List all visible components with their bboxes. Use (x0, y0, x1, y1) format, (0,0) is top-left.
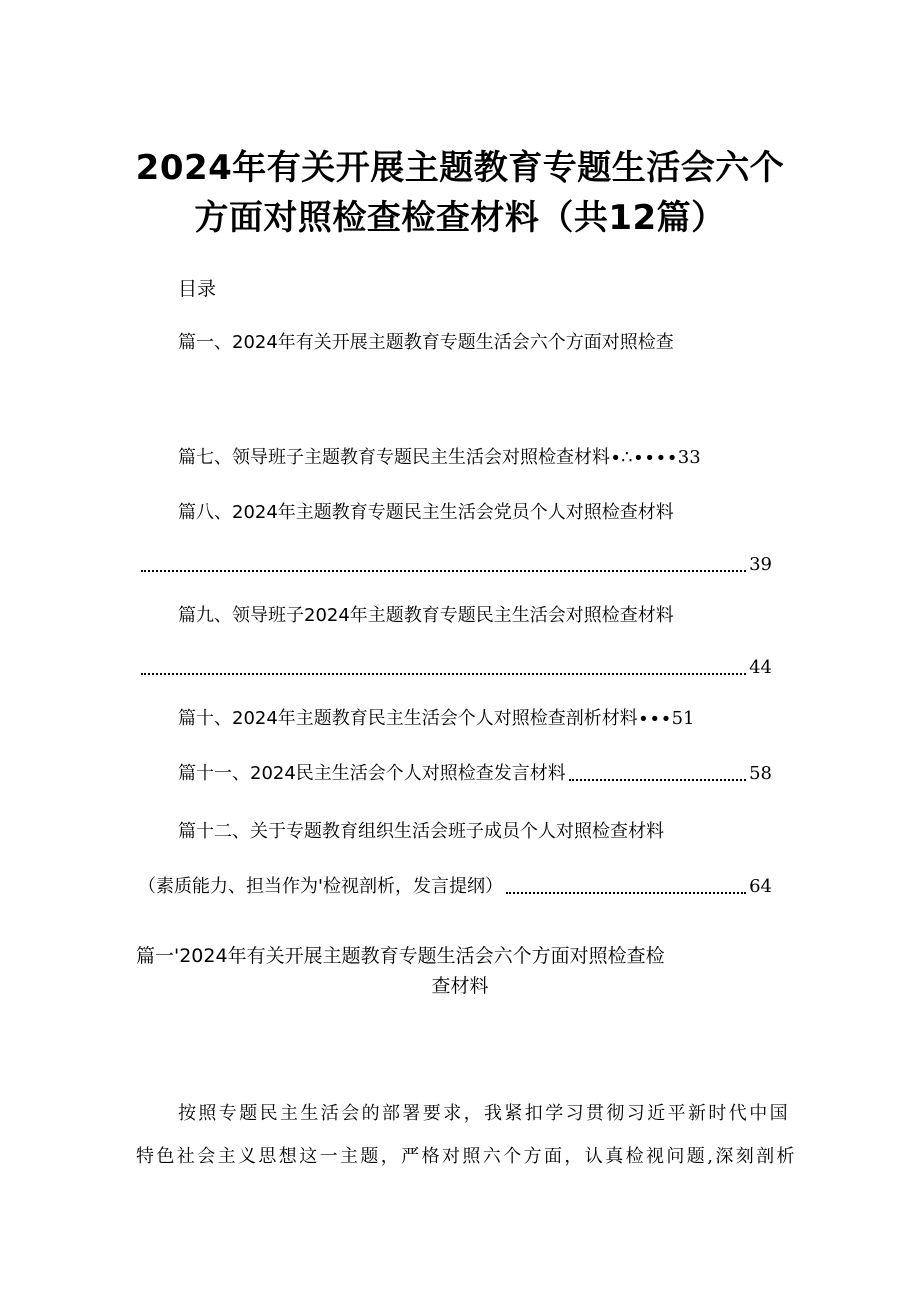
body-paragraph-line-2: 特色社会主义思想这一主题，严格对照六个方面，认真检视问题,深刻剖析 (136, 1146, 797, 1167)
section-title-line-2: 查材料 (431, 975, 489, 997)
dot-leader (141, 569, 746, 572)
toc-item-continuation-label: （素质能力、担当作为'检视剖析，发言提纲） (138, 876, 503, 897)
toc-item-7[interactable] (178, 446, 701, 470)
toc-item-page: 51 (671, 708, 695, 729)
toc-item-page: 39 (749, 554, 772, 575)
toc-item-12[interactable]: 篇十二、关于专题教育组织生活会班子成员个人对照检查材料 (178, 821, 664, 842)
toc-item-label: 篇十一、2024民主生活会个人对照检查发言材料 (178, 763, 566, 784)
dot-leader (506, 891, 746, 894)
toc-item-12-continuation (138, 875, 772, 899)
toc-item-label: 篇十、2024年主题教育民主生活会个人对照检查剖析材料∙∙∙ (178, 708, 672, 729)
dot-leader (141, 672, 746, 675)
toc-heading: 目录 (178, 278, 217, 300)
section-title-line-1: 篇一'2024年有关开展主题教育专题生活会六个方面对照检查检 (136, 945, 665, 967)
toc-item-10[interactable] (178, 707, 695, 731)
toc-item-page: 44 (749, 657, 772, 678)
toc-item-8[interactable]: 篇八、2024年主题教育专题民主生活会党员个人对照检查材料 (178, 502, 674, 523)
dot-leader (569, 778, 746, 781)
toc-item-9-leader-row (138, 656, 772, 680)
document-title-line-1: 2024年有关开展主题教育专题生活会六个 (135, 148, 785, 188)
toc-item-page: 33 (677, 447, 701, 468)
toc-item-label: 篇七、领导班子主题教育专题民主生活会对照检查材料∙∴∙∙∙∙ (178, 447, 678, 468)
toc-item-11[interactable] (178, 762, 772, 786)
toc-item-page: 58 (749, 763, 772, 784)
toc-item-8-leader-row (138, 553, 772, 577)
toc-item-9[interactable]: 篇九、领导班子2024年主题教育专题民主生活会对照检查材料 (178, 605, 674, 626)
body-paragraph-line-1: 按照专题民主生活会的部署要求，我紧扣学习贯彻习近平新时代中国 (178, 1103, 790, 1124)
toc-item-1[interactable]: 篇一、2024年有关开展主题教育专题生活会六个方面对照检查 (178, 332, 674, 353)
document-title-line-2: 方面对照检查检查材料（共12篇） (194, 198, 726, 238)
toc-item-page: 64 (749, 876, 772, 897)
